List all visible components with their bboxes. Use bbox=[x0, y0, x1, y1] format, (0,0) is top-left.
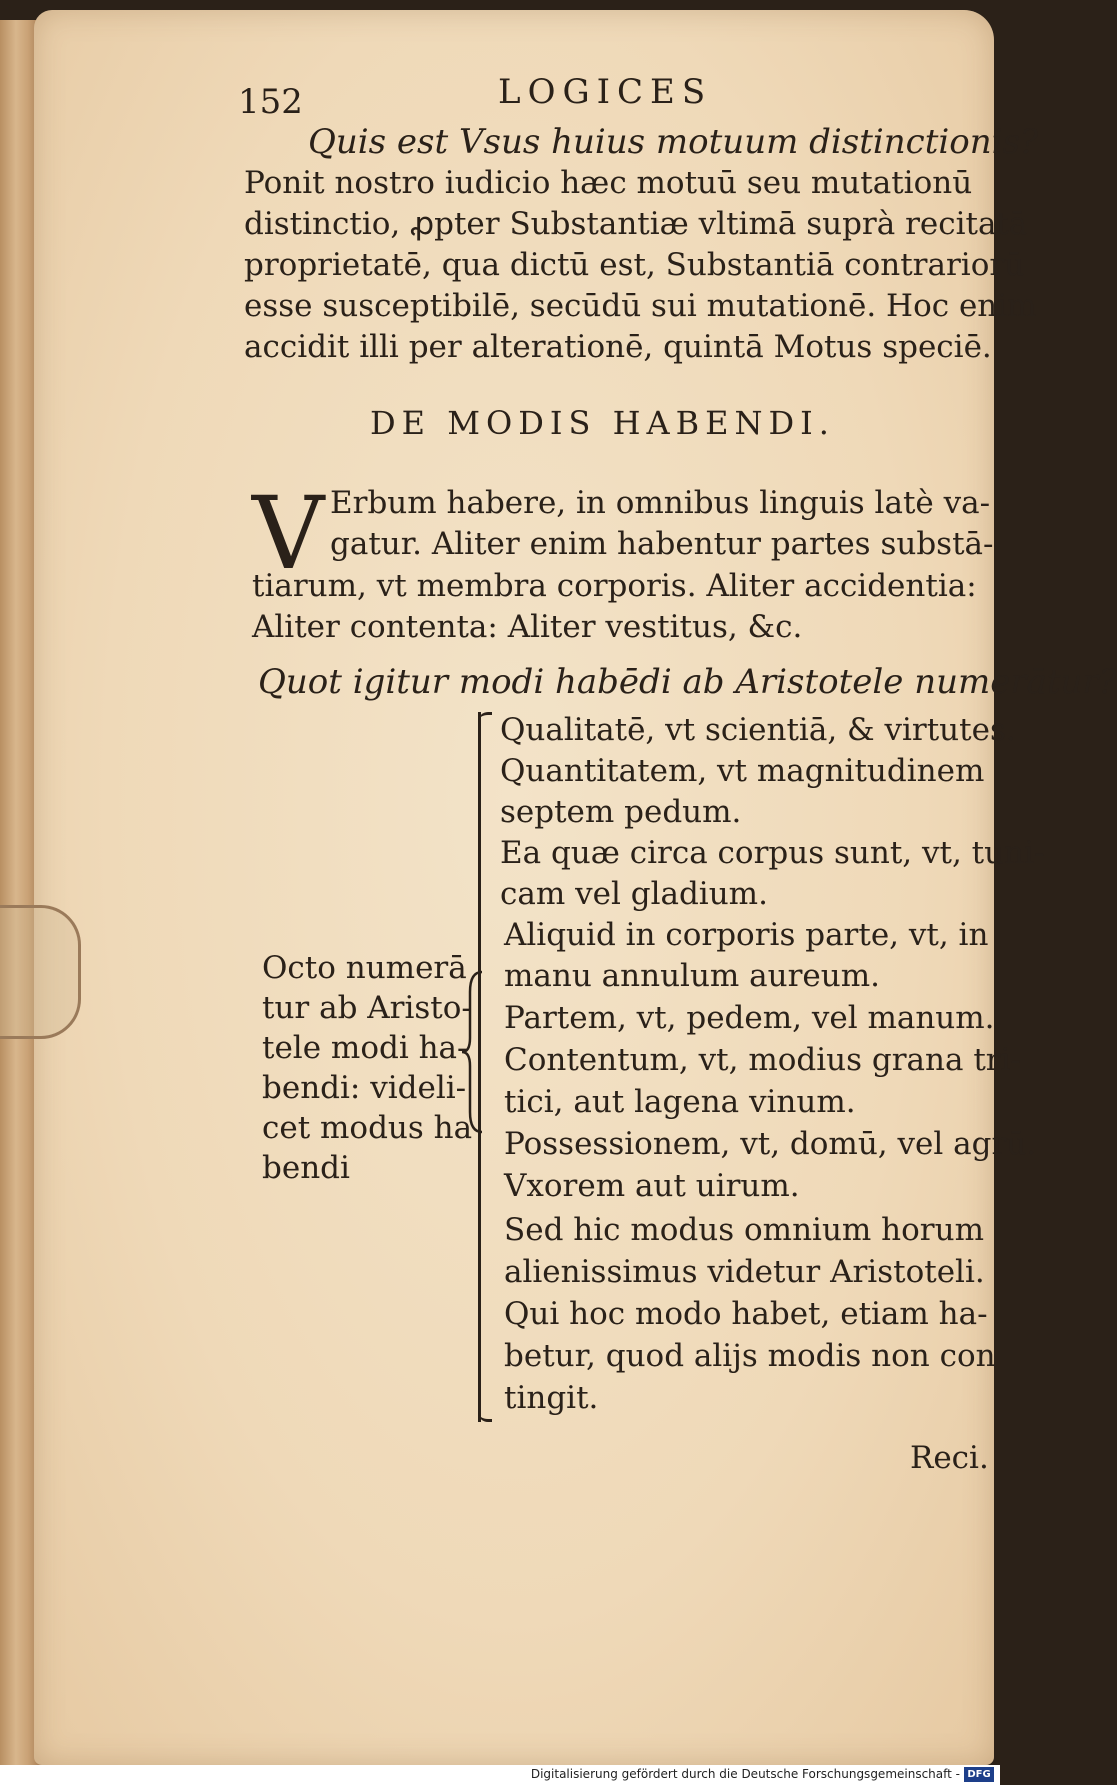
list-line: Quantitatem, vt magnitudinem bbox=[500, 753, 985, 789]
margin-line: tele modi ha- bbox=[262, 1030, 468, 1066]
section-heading: DE MODIS HABENDI. bbox=[370, 404, 835, 442]
list-line: Contentum, vt, modius grana tri- bbox=[504, 1042, 1021, 1078]
list-line: Qualitatē, vt scientiā, & virtutes. bbox=[500, 712, 1016, 748]
list-line: Possessionem, vt, domū, vel agrū. bbox=[504, 1126, 1037, 1162]
dfg-logo: DFG bbox=[964, 1767, 994, 1782]
page-clip-outline bbox=[0, 905, 81, 1039]
footer-bar bbox=[0, 1765, 1000, 1785]
body-line: accidit illi per alterationē, quintā Motus speciē. bbox=[244, 329, 992, 365]
list-line: Qui hoc modo habet, etiam ha- bbox=[504, 1296, 988, 1332]
catchword: Reci. bbox=[910, 1440, 989, 1476]
list-line: Ea quæ circa corpus sunt, vt, tuni- bbox=[500, 835, 1045, 871]
body-line: gatur. Aliter enim habentur partes substā- bbox=[330, 526, 994, 562]
list-line: betur, quod alijs modis non con bbox=[504, 1338, 996, 1374]
margin-line: bendi: videli- bbox=[262, 1070, 467, 1106]
list-line: Vxorem aut uirum. bbox=[504, 1168, 800, 1204]
page-number: 152 bbox=[238, 82, 303, 122]
funding-credit: Digitalisierung gefördert durch die Deutsche Forschungsgemeinschaft - bbox=[530, 1767, 960, 1781]
list-line: cam vel gladium. bbox=[500, 876, 768, 912]
body-line: proprietatē, qua dictū est, Substantiā contrariorū bbox=[244, 247, 1025, 283]
list-line: Partem, vt, pedem, vel manum. bbox=[504, 1000, 995, 1036]
body-line: Ponit nostro iudicio hæc motuū seu mutationū bbox=[244, 165, 973, 201]
question-usus: Quis est Vsus huius motuum distinctionis? bbox=[308, 122, 1039, 162]
margin-line: bendi bbox=[262, 1150, 350, 1186]
list-line: Sed hic modus omnium horum bbox=[504, 1212, 984, 1248]
list-line: Aliquid in corporis parte, vt, in bbox=[504, 917, 989, 953]
margin-line: cet modus ha bbox=[262, 1110, 473, 1146]
margin-line: Octo numerā bbox=[262, 950, 467, 986]
body-line: Aliter contenta: Aliter vestitus, &c. bbox=[252, 609, 803, 645]
running-head: LOGICES bbox=[498, 72, 713, 112]
list-line: septem pedum. bbox=[500, 794, 742, 830]
margin-line: tur ab Aristo- bbox=[262, 990, 472, 1026]
body-line: esse susceptibilē, secūdū sui mutationē. Hoc enim bbox=[244, 288, 1037, 324]
list-line: alienissimus videtur Aristoteli. bbox=[504, 1254, 985, 1290]
body-line: tiarum, vt membra corporis. Aliter accidentia: bbox=[252, 568, 977, 604]
drop-capital: V bbox=[252, 475, 325, 592]
list-line: manu annulum aureum. bbox=[504, 958, 880, 994]
list-line: tici, aut lagena vinum. bbox=[504, 1084, 856, 1120]
list-line: tingit. bbox=[504, 1380, 599, 1416]
question-modi: Quot igitur modi habēdi ab Aristotele numerātur? bbox=[258, 662, 1117, 702]
body-line: distinctio, ꝓpter Substantiæ vltimā suprà recitatā bbox=[244, 206, 1028, 242]
curly-brace-large bbox=[478, 712, 495, 1422]
body-line: Erbum habere, in omnibus linguis latè va- bbox=[330, 485, 991, 521]
